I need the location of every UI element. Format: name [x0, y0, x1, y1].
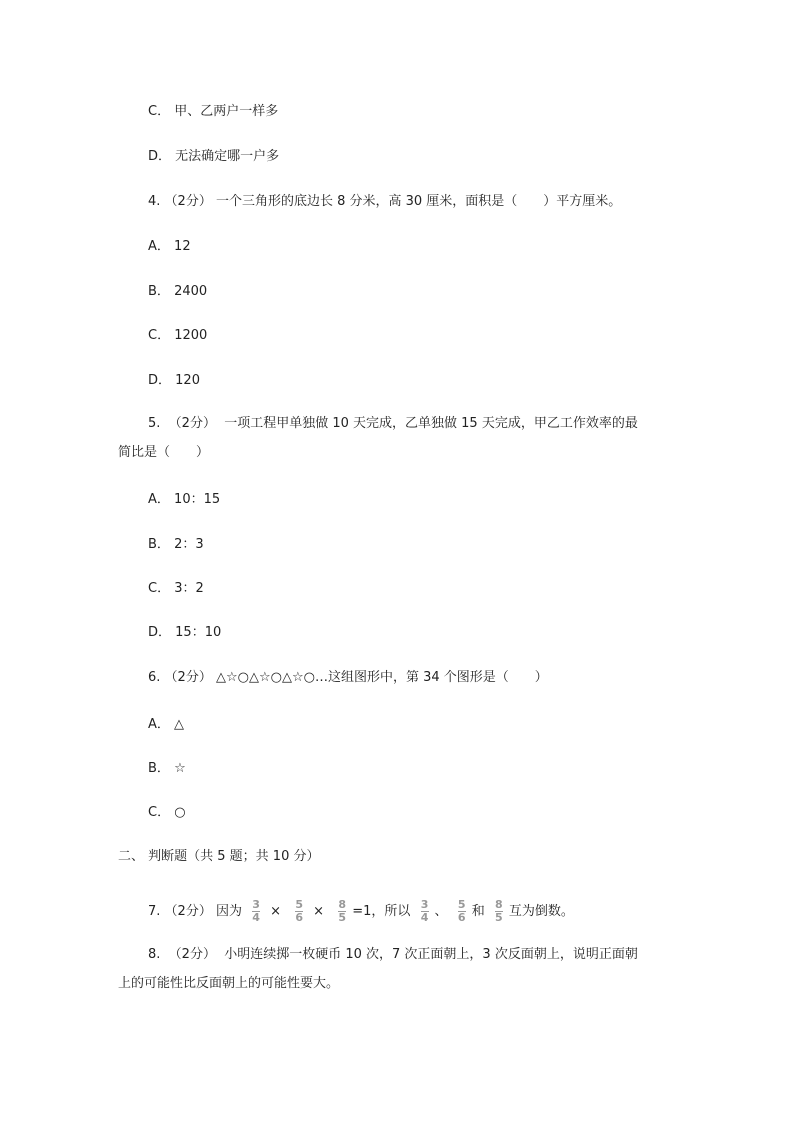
question-text: 小明连续掷一枚硬币 10 次，7 次正面朝上，3 次反面朝上，说明正面朝 — [224, 947, 638, 962]
numerator: 5 — [295, 898, 303, 911]
fraction — [252, 900, 260, 923]
question-number: 4. — [148, 194, 161, 209]
option-label: A． — [148, 239, 170, 254]
question-number: 8. — [148, 947, 161, 962]
denominator: 4 — [420, 911, 429, 924]
fraction — [295, 900, 303, 923]
denominator: 4 — [252, 911, 260, 924]
option-text: △ — [174, 717, 185, 732]
denominator: 5 — [495, 911, 503, 924]
times-sign: × — [270, 904, 282, 919]
option-text: 120 — [175, 373, 200, 388]
question-5-continued: 简比是（ ） — [118, 445, 210, 460]
question-8 — [148, 947, 638, 963]
numerator: 8 — [338, 898, 347, 911]
option-text: 1200 — [174, 328, 208, 343]
option-label: C． — [148, 104, 171, 119]
option-4a — [148, 239, 191, 255]
fraction — [338, 900, 346, 923]
question-text: =1，所以 — [352, 904, 411, 919]
option-label: B． — [148, 537, 170, 552]
separator: 、 — [434, 904, 448, 919]
option-text: 3：2 — [174, 581, 204, 596]
option-label: D． — [148, 149, 172, 164]
question-score: （2分） — [164, 670, 212, 685]
question-5 — [148, 416, 638, 432]
question-8-continued: 上的可能性比反面朝上的可能性要大。 — [118, 976, 340, 991]
option-text: 2400 — [174, 284, 208, 299]
option-label: D． — [148, 625, 172, 640]
numerator: 8 — [495, 898, 503, 911]
question-text: 互为倒数。 — [508, 904, 574, 919]
option-label: D． — [148, 373, 172, 388]
fraction — [458, 900, 466, 923]
numerator: 3 — [252, 898, 260, 911]
times-sign: × — [313, 904, 325, 919]
option-text: 10：15 — [174, 492, 221, 507]
question-text: △☆○△☆○△☆○…这组图形中，第 34 个图形是（ ） — [215, 670, 548, 685]
option-4c — [148, 328, 207, 344]
question-6 — [148, 670, 548, 686]
option-3d — [148, 149, 279, 165]
option-3c — [148, 104, 278, 120]
question-text: 一个三角形的底边长 8 分米，高 30 厘米，面积是（ ）平方厘米。 — [215, 194, 622, 209]
option-5d — [148, 625, 221, 641]
numerator: 5 — [457, 898, 466, 911]
fraction — [421, 900, 429, 923]
option-5c — [148, 581, 204, 597]
option-label: B． — [148, 761, 170, 776]
option-text: 无法确定哪一户多 — [175, 149, 280, 164]
numerator: 3 — [420, 898, 429, 911]
option-text: ○ — [174, 805, 186, 820]
option-label: B． — [148, 284, 170, 299]
question-score: （2分） — [164, 904, 212, 919]
option-label: C． — [148, 328, 171, 343]
option-text: 12 — [174, 239, 191, 254]
option-5a — [148, 492, 220, 508]
option-text: ☆ — [174, 761, 186, 776]
option-text: 甲、乙两户一样多 — [174, 104, 279, 119]
option-label: A． — [148, 492, 170, 507]
option-4b — [148, 284, 207, 300]
question-7 — [148, 900, 574, 923]
denominator: 6 — [295, 911, 303, 924]
question-number: 7. — [148, 904, 161, 919]
denominator: 5 — [338, 911, 347, 924]
option-label: C． — [148, 581, 171, 596]
option-6a — [148, 717, 184, 733]
option-text: 2：3 — [174, 537, 204, 552]
option-text: 15：10 — [175, 625, 222, 640]
fraction — [495, 900, 503, 923]
question-score: （2分） — [168, 416, 216, 431]
question-text: 因为 — [215, 904, 242, 919]
question-score: （2分） — [164, 194, 212, 209]
option-6c — [148, 805, 186, 821]
section-title: 二、 判断题（共 5 题；共 10 分） — [118, 849, 320, 864]
denominator: 6 — [457, 911, 466, 924]
question-number: 6. — [148, 670, 161, 685]
option-label: C． — [148, 805, 171, 820]
question-text: 一项工程甲单独做 10 天完成，乙单独做 15 天完成，甲乙工作效率的最 — [224, 416, 638, 431]
question-number: 5. — [148, 416, 161, 431]
question-text: 和 — [471, 904, 485, 919]
question-score: （2分） — [168, 947, 216, 962]
option-label: A． — [148, 717, 170, 732]
question-4 — [148, 194, 621, 210]
option-5b — [148, 537, 204, 553]
option-4d — [148, 373, 200, 389]
option-6b — [148, 761, 186, 777]
